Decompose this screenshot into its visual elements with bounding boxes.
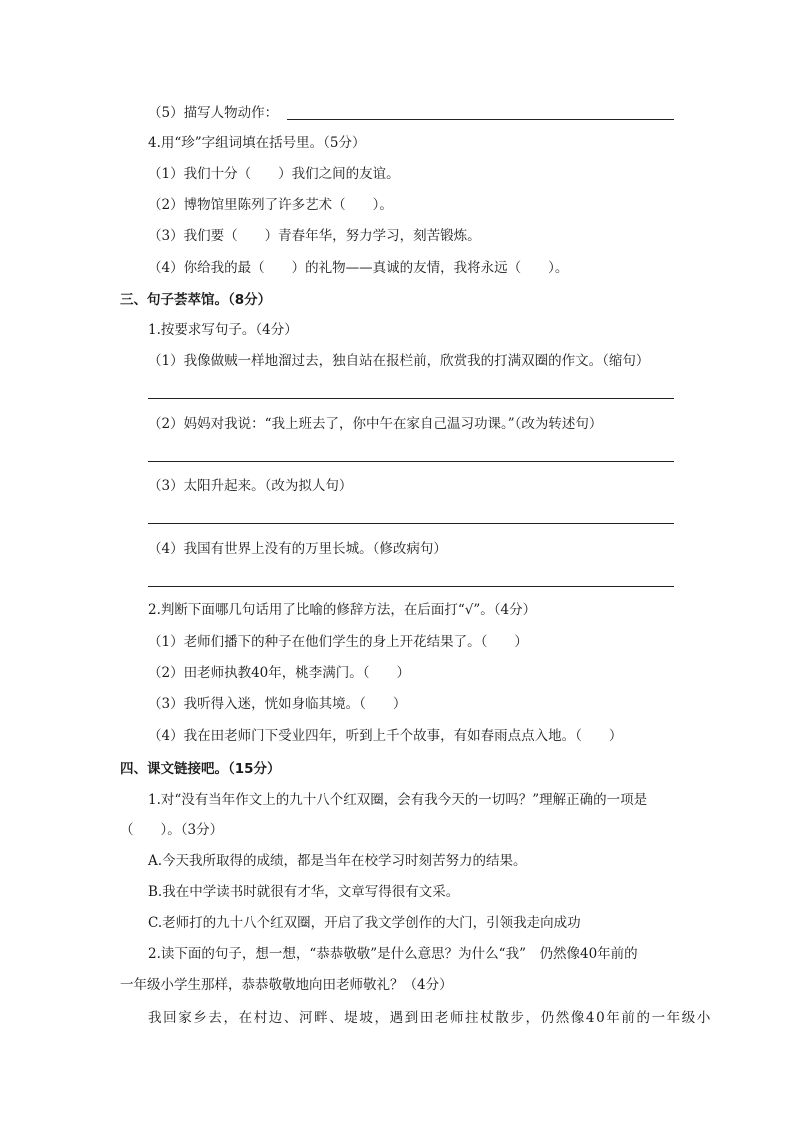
s4-q2-line2: 一年级小学生那样，恭恭敬敬地向田老师敬礼？（4分） <box>120 977 453 993</box>
s3-q2-item-1: （1）老师们播下的种子在他们学生的身上开花结果了。（ ） <box>148 634 528 650</box>
q4-item-3: （3）我们要（ ）青春年华，努力学习，刻苦锻炼。 <box>148 228 481 244</box>
s3-q1-answer-line-4[interactable] <box>148 586 674 587</box>
s4-q1-line1: 1.对“没有当年作文上的九十八个红双圈，会有我今天的一切吗？”理解正确的一项是 <box>148 792 648 808</box>
s3-q1-title: 1.按要求写句子。（4分） <box>148 322 298 338</box>
section3-heading: 三、句子荟萃馆。（8分） <box>120 292 272 308</box>
s3-q2-item-3: （3）我听得入迷，恍如身临其境。（ ） <box>148 696 407 712</box>
q4-item-2: （2）博物馆里陈列了许多艺术（ ）。 <box>148 197 393 213</box>
section4-heading: 四、课文链接吧。（15分） <box>120 761 281 777</box>
s3-q2-title: 2.判断下面哪几句话用了比喻的修辞方法，在后面打“√”。（4分） <box>148 602 537 618</box>
s3-q1-answer-line-2[interactable] <box>148 461 674 462</box>
s4-q1-line2: （ ）。（3分） <box>120 822 224 838</box>
s3-q1-item-1: （1）我像做贼一样地溜过去，独自站在报栏前，欣赏我的打满双圈的作文。（缩句） <box>148 353 650 369</box>
s3-q1-item-4: （4）我国有世界上没有的万里长城。（修改病句） <box>148 541 447 557</box>
s4-q2-line1: 2.读下面的句子，想一想，“恭恭敬敬”是什么意思？为什么“我” 仍然像40年前的 <box>148 946 638 962</box>
s3-q1-answer-line-3[interactable] <box>148 523 674 524</box>
s4-q1-option-a: A.今天我所取得的成绩，都是当年在校学习时刻苦努力的结果。 <box>148 853 527 869</box>
s3-q1-answer-line-1[interactable] <box>148 398 674 399</box>
item5-label: （5）描写人物动作： <box>148 105 279 121</box>
item5-answer-line[interactable] <box>287 119 674 120</box>
q4-item-1: （1）我们十分（ ）我们之间的友谊。 <box>148 166 400 182</box>
q4-title: 4.用“珍”字组词填在括号里。（5分） <box>148 135 366 151</box>
s4-q1-option-c: C.老师打的九十八个红双圈，开启了我文学创作的大门，引领我走向成功 <box>148 915 581 931</box>
s3-q1-item-3: （3）太阳升起来。（改为拟人句） <box>148 478 353 494</box>
s4-q1-option-b: B.我在中学读书时就很有才华，文章写得很有文采。 <box>148 884 460 900</box>
s3-q2-item-2: （2）田老师执教40年，桃李满门。（ ） <box>148 665 411 681</box>
s3-q1-item-2: （2）妈妈对我说：“我上班去了，你中午在家自己温习功课。”（改为转述句） <box>148 416 603 432</box>
q4-item-4: （4）你给我的最（ ）的礼物——真诚的友情，我将永远（ ）。 <box>148 260 569 276</box>
s4-q2-passage: 我回家乡去，在村边、河畔、堤坡，遇到田老师拄杖散步，仍然像40年前的一年级小 <box>148 1010 712 1026</box>
s3-q2-item-4: （4）我在田老师门下受业四年，听到上千个故事，有如春雨点点入地。（ ） <box>148 728 623 744</box>
